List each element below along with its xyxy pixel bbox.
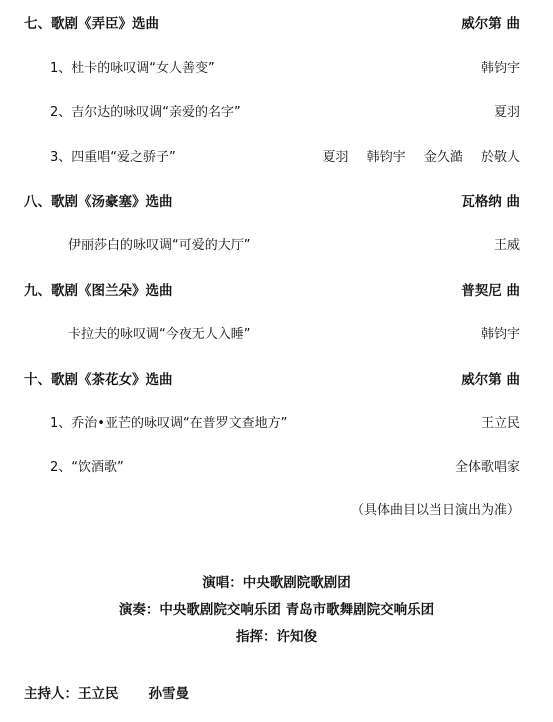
performer: 於敬人	[480, 150, 520, 165]
section-header	[0, 12, 553, 36]
composer: 威尔第 曲	[461, 372, 520, 388]
piece-title: 卡拉夫的咏叹调“今夜无人入睡”	[68, 327, 251, 342]
section-title: 十、歌剧《茶花女》选曲	[24, 372, 173, 388]
performer: 夏羽	[493, 105, 520, 120]
composer: 瓦格纳 曲	[461, 194, 520, 210]
section-header	[0, 279, 553, 303]
section-title: 八、歌剧《汤豪塞》选曲	[24, 194, 173, 210]
host-name: 孙雪曼	[148, 686, 189, 702]
program-item	[0, 456, 553, 480]
composer: 普契尼 曲	[461, 283, 520, 299]
credit-playing: 演奏：中央歌剧院交响乐团 青岛市歌舞剧院交响乐团	[118, 602, 435, 618]
composer: 威尔第 曲	[461, 16, 520, 32]
section-title: 七、歌剧《弄臣》选曲	[24, 16, 159, 32]
program-item	[0, 57, 553, 81]
program-note: （具体曲目以当日演出为准）	[350, 503, 520, 518]
program-item	[0, 146, 553, 170]
performer: 韩钧宇	[480, 327, 520, 342]
piece-title: 伊丽莎白的咏叹调“可爱的大厅”	[68, 238, 251, 253]
piece-title: 2、“饮酒歌”	[50, 460, 124, 475]
host-line	[24, 682, 219, 706]
program-item	[0, 323, 553, 347]
host-label: 主持人：	[24, 686, 78, 702]
performer-list	[323, 146, 520, 170]
credit-singing: 演唱：中央歌剧院歌剧团	[202, 575, 351, 591]
section-title: 九、歌剧《图兰朵》选曲	[24, 283, 173, 299]
host-name: 王立民	[78, 686, 119, 702]
program-item	[0, 101, 553, 125]
program-item	[0, 234, 553, 258]
performer: 韩钧宇	[366, 150, 406, 165]
section-header	[0, 368, 553, 392]
piece-title: 2、吉尔达的咏叹调“亲爱的名字”	[50, 105, 241, 120]
program-item	[0, 412, 553, 436]
piece-title: 1、杜卡的咏叹调“女人善变”	[50, 61, 215, 76]
performer: 王立民	[480, 416, 520, 431]
performer: 韩钧宇	[480, 61, 520, 76]
performer: 金久澔	[423, 150, 463, 165]
performer: 全体歌唱家	[454, 460, 520, 475]
section-header	[0, 190, 553, 214]
piece-title: 3、四重唱“爱之骄子”	[50, 150, 176, 165]
performer: 王威	[493, 238, 520, 253]
credit-conductor: 指挥：许知俊	[236, 629, 317, 645]
performer: 夏羽	[322, 150, 349, 165]
piece-title: 1、乔治•亚芒的咏叹调“在普罗文查地方”	[50, 416, 288, 431]
